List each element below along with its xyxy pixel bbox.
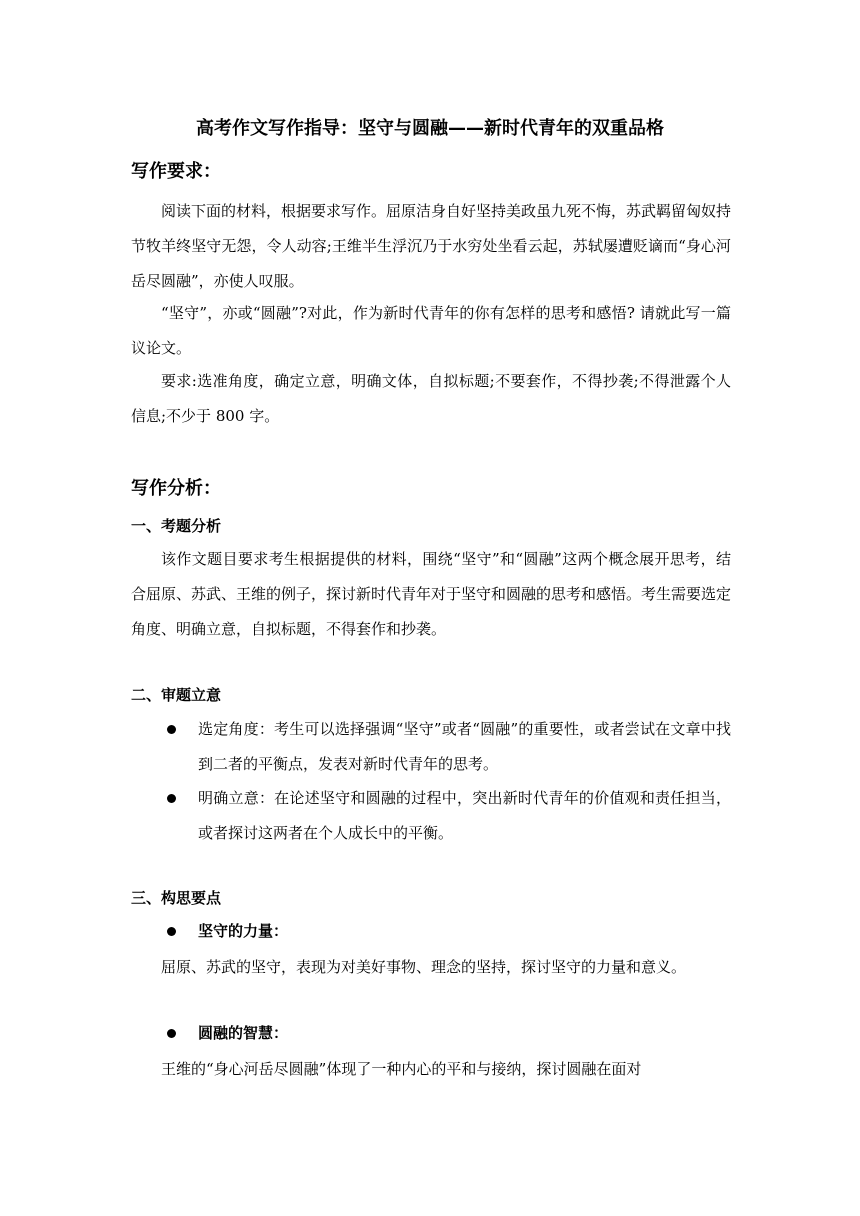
analysis-heading: 写作分析： <box>131 478 221 499</box>
bullet-dot-icon <box>167 927 176 936</box>
point-2-text: 王维的“身心河岳尽圆融”体现了一种内心的平和与接纳，探讨圆融在面对 <box>161 1060 642 1078</box>
bullet-dot-icon <box>167 794 176 803</box>
subsection-1-heading: 一、考题分析 <box>131 517 222 535</box>
point-1-title: 坚守的力量： <box>198 922 289 940</box>
requirements-paragraph-3: 要求:选准角度，确定立意，明确文体，自拟标题;不要套作，不得抄袭;不得泄露个人信息;不少于 800 字。 <box>131 372 731 425</box>
bullet-dot-icon <box>167 1029 176 1038</box>
bullet-dot-icon <box>167 725 176 734</box>
subsection-1-text: 该作文题目要求考生根据提供的材料，围绕“坚守”和“圆融”这两个概念展开思考，结合屈原、苏武、王维的例子，探讨新时代青年对于坚守和圆融的思考和感悟。考生需要选定角度、明确立意，自拟标题，不得套作和抄袭。 <box>131 550 732 638</box>
document-title: 高考作文写作指导：坚守与圆融——新时代青年的双重品格 <box>196 118 664 139</box>
requirements-heading: 写作要求： <box>131 161 221 182</box>
subsection-2-heading: 二、审题立意 <box>131 686 222 704</box>
point-2-title: 圆融的智慧： <box>198 1024 289 1042</box>
bullet-item-theme: 明确立意：在论述坚守和圆融的过程中，突出新时代青年的价值观和责任担当，或者探讨这两者在个人成长中的平衡。 <box>198 789 731 842</box>
requirements-paragraph-2: “坚守”，亦或“圆融”?对此，作为新时代青年的你有怎样的思考和感悟? 请就此写一篇议论文。 <box>131 304 731 357</box>
requirements-paragraph-1: 阅读下面的材料，根据要求写作。屈原洁身自好坚持美政虽九死不悔，苏武羁留匈奴持节牧羊终坚守无怨，令人动容;王维半生浮沉乃于水穷处坐看云起，苏轼屡遭贬谪而“身心河岳尽圆融”，亦使人叹服。 <box>131 202 732 290</box>
point-1-text: 屈原、苏武的坚守，表现为对美好事物、理念的坚持，探讨坚守的力量和意义。 <box>161 958 687 976</box>
bullet-item-angle: 选定角度：考生可以选择强调“坚守”或者“圆融”的重要性，或者尝试在文章中找到二者的平衡点，发表对新时代青年的思考。 <box>198 720 731 773</box>
subsection-3-heading: 三、构思要点 <box>131 889 222 907</box>
